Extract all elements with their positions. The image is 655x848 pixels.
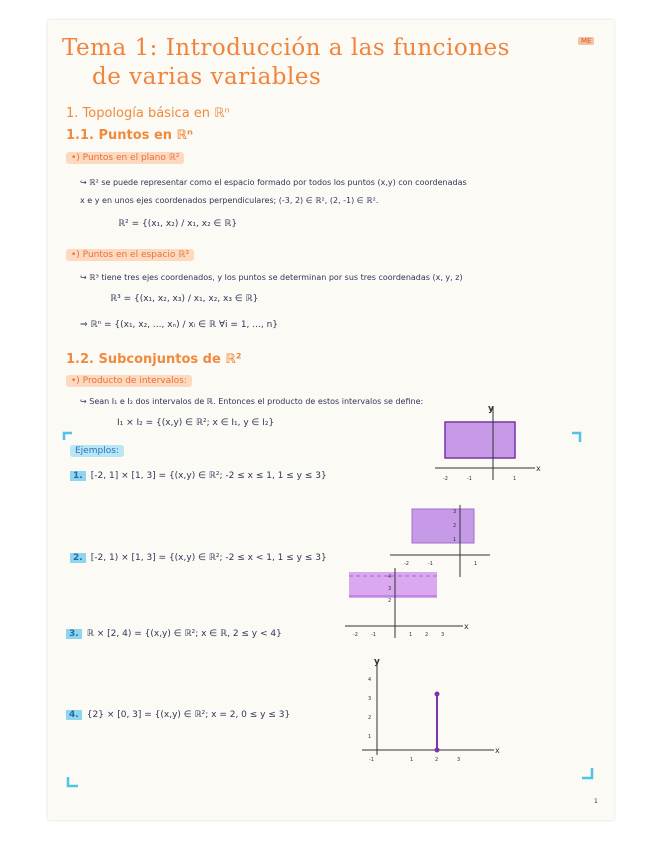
graph-2-ytick: 1 [453,537,457,543]
plane-line1: ↪ ℝ² se puede representar como el espacio formado por todos los puntos (x,y) con coordenadas [80,178,467,187]
label-plane: •) Puntos en el plano ℝ² [66,152,184,164]
example-1-number: 1. [70,471,86,481]
graph-4-top-point [435,692,440,697]
graph-1-ylabel: y [488,404,494,414]
graph-4 [360,655,500,770]
graph-3-tick: 1 [409,632,413,638]
graph-2-tick: -1 [428,561,433,567]
graph-3-ytick: 2 [388,598,392,604]
example-3 [66,621,282,640]
example-4-number: 4. [66,710,82,720]
graph-2-ytick: 2 [453,523,457,529]
graph-2-region [412,509,474,543]
graph-3-xlabel: x [464,622,469,631]
plane-formula: ℝ² = {(x₁, x₂) / x₁, x₂ ∈ ℝ} [118,219,238,229]
graph-1-tick: -2 [443,476,448,482]
graph-3 [345,568,475,643]
space-line1: ↪ ℝ³ tiene tres ejes coordenados, y los puntos se determinan por sus tres coordenadas (x, y, z) [80,273,463,282]
example-2-number: 2. [70,553,86,563]
graph-3-tick: 3 [441,632,445,638]
graph-4-ytick: 4 [368,677,372,683]
graph-1 [435,400,545,495]
section-heading: 1. Topología básica en ℝⁿ [66,106,230,121]
space-formula1: ℝ³ = {(x₁, x₂, x₃) / x₁, x₂, x₃ ∈ ℝ} [110,294,259,304]
graph-2-tick: -2 [404,561,409,567]
example-4 [66,702,290,721]
graph-4-tick: 2 [435,757,439,763]
graph-2-tick: 1 [474,561,478,567]
subsets-formula: I₁ × I₂ = {(x,y) ∈ ℝ²; x ∈ I₁, y ∈ I₂} [117,418,275,428]
example-2 [70,545,327,564]
graph-3-tick: 2 [425,632,429,638]
example-3-text: ℝ × [2, 4) = {(x,y) ∈ ℝ²; x ∈ ℝ, 2 ≤ y < 4} [86,629,282,639]
graph-1-xlabel: x [536,464,541,473]
example-2-text: [-2, 1) × [1, 3] = {(x,y) ∈ ℝ²; -2 ≤ x < 1, 1 ≤ y ≤ 3} [90,553,327,563]
example-3-number: 3. [66,629,82,639]
graph-4-ytick: 2 [368,715,372,721]
graph-1-tick: 1 [513,476,517,482]
graph-4-tick: -1 [369,757,374,763]
label-space: •) Puntos en el espacio ℝ³ [66,249,194,261]
corner-badge: ME [578,37,594,45]
graph-3-tick: -1 [371,632,376,638]
page-title-line2: de varias variables [92,64,322,90]
graph-4-tick: 3 [457,757,461,763]
space-formula2: ⇒ ℝⁿ = {(x₁, x₂, ..., xₙ) / xᵢ ∈ ℝ ∀i = 1, ..., n} [80,320,278,330]
graph-3-tick: -2 [353,632,358,638]
subsection-heading-subsets: 1.2. Subconjuntos de ℝ² [66,352,242,367]
example-1 [70,463,327,482]
subsection-heading-points: 1.1. Puntos en ℝⁿ [66,128,193,143]
subsets-line1: ↪ Sean I₁ e I₂ dos intervalos de ℝ. Entonces el producto de estos intervalos se define: [80,397,424,406]
label-product: •) Producto de intervalos: [66,375,192,387]
graph-1-region [445,422,515,458]
graph-2-ytick: 3 [453,509,457,515]
graph-4-bottom-point [435,748,440,753]
example-4-text: {2} × [0, 3] = {(x,y) ∈ ℝ²; x = 2, 0 ≤ y ≤ 3} [86,710,291,720]
label-examples: Ejemplos: [70,445,124,457]
graph-4-xlabel: x [495,746,500,755]
page-number: 1 [594,798,598,805]
graph-3-ytick: 3 [388,586,392,592]
example-1-text: [-2, 1] × [1, 3] = {(x,y) ∈ ℝ²; -2 ≤ x ≤ 1, 1 ≤ y ≤ 3} [90,471,327,481]
graph-4-ytick: 3 [368,696,372,702]
page-title-line1: Tema 1: Introducción a las funciones [62,35,510,61]
graph-4-ylabel: y [374,657,380,667]
plane-line2: x e y en unos ejes coordenados perpendiculares; (-3, 2) ∈ ℝ², (2, -1) ∈ ℝ². [80,196,379,205]
graph-4-ytick: 1 [368,734,372,740]
graph-4-tick: 1 [410,757,414,763]
graph-3-ytick: 4 [388,574,392,580]
graph-1-tick: -1 [467,476,472,482]
